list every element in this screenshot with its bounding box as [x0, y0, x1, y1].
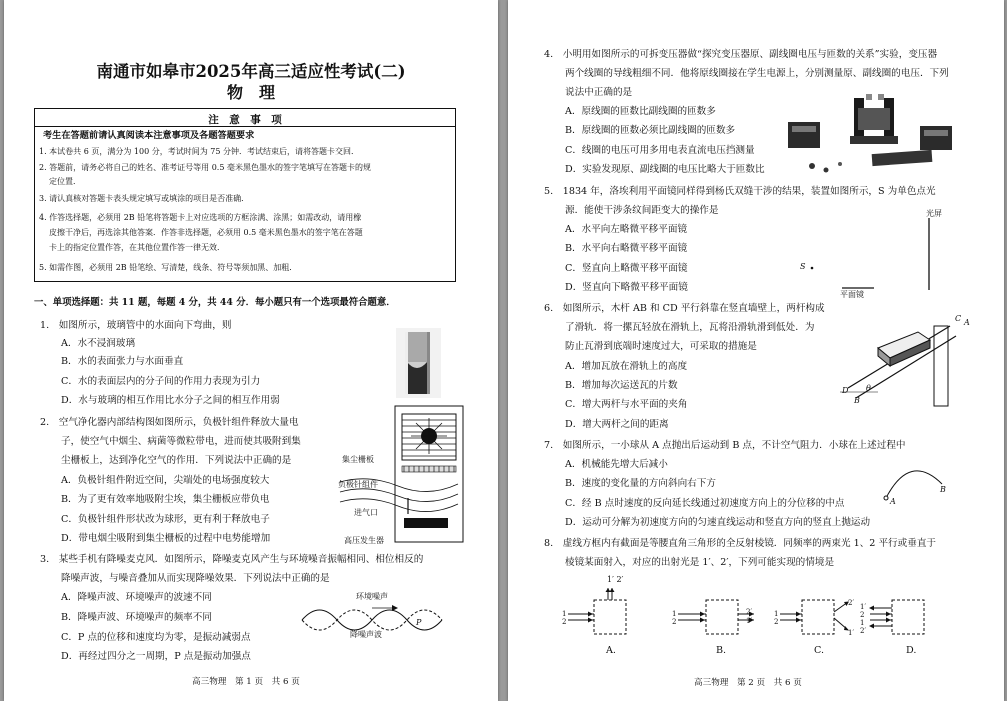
label-dust-grid: 集尘栅板	[342, 455, 374, 464]
subject-title: 物 理	[226, 83, 275, 102]
notice-intro: 考生在答题前请认真阅读本注意事项及各题答题要求	[43, 130, 255, 141]
q5-option-a: A．水平向左略微平移平面镜	[565, 224, 688, 235]
q4-option-c: C．线圈的电压可用多用电表直流电压挡测量	[565, 145, 755, 156]
q8-label: 2	[672, 618, 677, 626]
label-d: D	[842, 386, 849, 395]
label-a-point: A	[890, 497, 896, 506]
q2-option-c: C．负极针组件形状改为球形，更有利于释放电子	[61, 514, 270, 525]
q8-label: 2	[562, 618, 567, 626]
q8-label: 2′	[848, 599, 855, 607]
q4-stem-line: 说法中正确的是	[565, 87, 633, 98]
label-needle: 负极针组件	[338, 480, 378, 489]
q6-stem-line: 了滑轨．将一摞瓦轻放在滑轨上，瓦将沿滑轨滑到低处．为	[565, 322, 815, 333]
tile-rail-diagram	[838, 318, 958, 406]
q8-label: 1	[562, 610, 567, 618]
q6-option-d: D．增大两杆之间的距离	[565, 419, 669, 430]
projectile-diagram	[880, 462, 950, 502]
q4-option-d: D．实验发现原、副线圈的电压比略大于匝数比	[565, 164, 765, 175]
q2-stem-line: 2. 空气净化器内部结构图如图所示，负极针组件释放大量电	[40, 417, 299, 428]
q7-option-d: D．运动可分解为初速度方向的匀速直线运动和竖直方向的竖直上抛运动	[565, 517, 871, 528]
q8-diagram-a	[566, 588, 636, 638]
notice-item: 1. 本试卷共 6 页，满分为 100 分，考试时间为 75 分钟．考试结束后，请将答题卡交回．	[39, 147, 359, 156]
q1-option-c: C．水的表面层内的分子间的作用力表现为引力	[61, 376, 261, 387]
q2-stem-line: 子，使空气中烟尘、病菌等微粒带电，进而使其吸附到集	[61, 436, 301, 447]
q5-option-c: C．竖直向上略微平移平面镜	[565, 263, 688, 274]
q3-option-b: B．降噪声波、环境噪声的频率不同	[61, 612, 212, 623]
q5-option-b: B．水平向右略微平移平面镜	[565, 243, 688, 254]
q6-option-b: B．增加每次运送瓦的片数	[565, 380, 678, 391]
q8-choice-b[interactable]: B.	[716, 645, 727, 656]
q4-stem-line: 4. 小明用如图所示的可拆变压器做“探究变压器原、副线圈电压与匝数的关系”实验，变压器	[544, 49, 938, 60]
q3-stem-line: 降噪声波，与噪音叠加从而实现降噪效果．下列说法中正确的是	[61, 573, 330, 584]
label-b: B	[854, 396, 860, 405]
q6-stem-line: 防止瓦滑到底端时速度过大，可采取的措施是	[565, 341, 757, 352]
q6-option-c: C．增大两杆与水平面的夹角	[565, 399, 688, 410]
q8-choice-a[interactable]: A.	[606, 645, 616, 656]
label-a: A	[964, 318, 970, 327]
q6-stem-line: 6. 如图所示，木杆 AB 和 CD 平行斜靠在竖直墙壁上，两杆构成	[544, 303, 825, 314]
q8-label: 1′	[860, 603, 867, 611]
transformer-photo	[788, 92, 958, 182]
label-generator: 高压发生器	[344, 536, 384, 545]
label-p: P	[416, 618, 422, 627]
q7-stem: 7. 如图所示，一小球从 A 点抛出后运动到 B 点，不计空气阻力．小球在上述过程中	[544, 440, 906, 451]
q4-option-b: B．原线圈的匝数必须比副线圈的匝数多	[565, 125, 736, 136]
q8-label: 2	[774, 618, 779, 626]
q8-label: 1′ 2′	[607, 575, 624, 584]
q8-label: 2′	[860, 627, 867, 635]
q7-option-c: C．经 B 点时速度的反向延长线通过初速度方向上的分位移的中点	[565, 498, 845, 509]
q5-stem-line: 5. 1834 年，洛埃利用平面镜同样得到杨氏双缝干涉的结果，装置如图所示，S 为单色点光	[544, 186, 936, 197]
air-purifier-diagram	[338, 404, 468, 546]
q8-label: 2	[860, 611, 865, 619]
q8-stem-line: 8. 虚线方框内有截面是等腰直角三角形的全反射棱镜．同频率的两束光 1、2 平行或垂直于	[544, 538, 937, 549]
q8-label: 1	[774, 610, 779, 618]
notice-item: 2. 答题前，请务必将自己的姓名、准考证号等用 0.5 毫米黑色墨水的签字笔填写在答题卡的规	[39, 163, 371, 172]
q7-option-a: A．机械能先增大后减小	[565, 459, 668, 470]
label-anti-noise: 降噪声波	[350, 630, 382, 639]
q1-option-a: A．水不浸润玻璃	[61, 338, 136, 349]
q1-option-b: B．水的表面张力与水面垂直	[61, 356, 184, 367]
label-mirror: 平面镜	[840, 290, 864, 299]
q2-option-d: D．带电烟尘吸附到集尘栅板的过程中电势能增加	[61, 533, 271, 544]
notice-item: 4. 作答选择题，必须用 2B 铅笔将答题卡上对应选项的方框涂满、涂黑；如需改动，请用橡	[39, 213, 362, 222]
label-screen: 光屏	[926, 209, 942, 218]
lloyd-mirror-diagram	[804, 218, 944, 298]
q8-diagram-d	[868, 588, 948, 638]
notice-item: 5. 如需作图，必须用 2B 铅笔绘、写清楚，线条、符号等须加黑、加粗．	[39, 263, 298, 272]
q1-option-d: D．水与玻璃的相互作用比水分子之间的相互作用弱	[61, 395, 280, 406]
label-inlet: 进气口	[354, 508, 378, 517]
glass-tube-photo	[396, 328, 441, 398]
label-theta: θ	[866, 384, 871, 393]
notice-heading: 注 意 事 项	[208, 114, 282, 126]
exam-title: 南通市如皋市2025年高三适应性考试(二)	[96, 62, 406, 81]
q8-stem-line: 棱镜某面射入，对应的出射光是 1′、2′，下列可能实现的情境是	[565, 557, 835, 568]
q5-option-d: D．竖直向下略微平移平面镜	[565, 282, 688, 293]
q6-option-a: A．增加瓦放在滑轨上的高度	[565, 361, 688, 372]
notice-box	[34, 108, 456, 282]
q8-choice-c[interactable]: C.	[814, 645, 825, 656]
label-c: C	[955, 314, 962, 323]
q5-stem-line: 源．能使干涉条纹间距变大的操作是	[565, 205, 719, 216]
q8-diagram-c	[778, 588, 858, 638]
q4-option-a: A．原线圈的匝数比副线圈的匝数多	[565, 106, 716, 117]
notice-item: 定位置．	[49, 177, 81, 186]
page-footer: 高三物理 第 1 页 共 6 页	[192, 677, 300, 687]
q2-option-b: B．为了更有效率地吸附尘埃，集尘栅板应带负电	[61, 494, 270, 505]
notice-item: 卡上的指定位置作答，在其他位置作答一律无效．	[49, 243, 225, 252]
label-source: S	[800, 262, 806, 271]
q3-option-a: A．降噪声波、环境噪声的波速不同	[61, 592, 212, 603]
q8-label: 1′	[848, 629, 855, 637]
exam-page-1	[4, 0, 498, 701]
notice-item: 皮擦干净后，再选涂其他答案．作答非选择题，必须用 0.5 毫米黑色墨水的签字笔在答题	[49, 228, 363, 237]
q3-option-d: D．再经过四分之一周期，P 点是振动加强点	[61, 651, 251, 662]
q3-stem-line: 3. 某些手机有降噪麦克风．如图所示，降噪麦克风产生与环境噪音振幅相同、相位相反的	[40, 554, 424, 565]
label-env-noise: 环境噪声	[356, 592, 388, 601]
q8-label: 1	[860, 619, 865, 627]
q8-choice-d[interactable]: D.	[906, 645, 917, 656]
q2-option-a: A．负极针组件附近空间，尖端处的电场强度较大	[61, 475, 270, 486]
q3-option-c: C．P 点的位移和速度均为零，是振动减弱点	[61, 632, 251, 643]
q8-label: 1	[672, 610, 677, 618]
q7-option-b: B．速度的变化量的方向斜向右下方	[565, 478, 716, 489]
label-b-point: B	[940, 485, 946, 494]
q8-diagram-b	[676, 588, 756, 638]
exam-page-2	[508, 0, 1004, 701]
page-footer: 高三物理 第 2 页 共 6 页	[694, 678, 802, 688]
notice-item: 3. 请认真核对答题卡表头规定填写或填涂的项目是否准确．	[39, 194, 250, 203]
q2-stem-line: 尘栅板上，达到净化空气的作用．下列说法中正确的是	[61, 455, 292, 466]
q1-stem: 1. 如图所示，玻璃管中的水面向下弯曲，则	[40, 320, 232, 331]
q4-stem-line: 两个线圈的导线粗细不同．他将原线圈接在学生电源上，分别测量原、副线圈的电压．下列	[565, 68, 949, 79]
q8-label: 1′	[746, 617, 753, 625]
q8-label: 2′	[746, 608, 753, 616]
section-heading: 一、单项选择题：共 11 题，每题 4 分，共 44 分．每小题只有一个选项最符合题意．	[34, 297, 396, 308]
